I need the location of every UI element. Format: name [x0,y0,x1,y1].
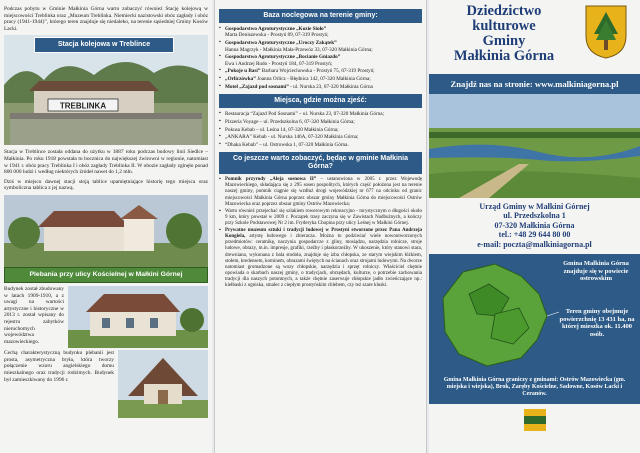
web-banner-text: Znajdź nas na stronie: www.malkiniagorna.pl [450,79,619,89]
office-street: ul. Przedszkolna 1 [503,211,566,221]
office-name: Urząd Gminy w Małkini Górnej [479,202,590,211]
map-caption-2: Teren gminy obejmuje powierzchnię 13 431 ha, na której mieszka ok. 11.400 osób. [559,308,635,338]
list-item: ▪ Gospodarstwo Agroturystyczne „Bocianie Gniazdo” Ewa i Andrzej Rudo - Prostyń 184, 07-319 Prostyń; [219,54,422,67]
food-header: Miejsca, gdzie można zjeść: [219,94,422,108]
list-item: ▪ Motel „Zajazd pod sosnami” - ul. Nurska 23, 07-320 Małkinia Górna [219,84,422,90]
sights-header: Co jeszcze warto zobaczyć, będąc w gminie Małkinia Górna? [219,152,422,174]
station-text-2: Dziś w miejscu dawnej stacji stoją tablice upamiętniające historię tego miejsca oraz symboliczna tablica z jej nazwą. [4,178,208,192]
list-item: ▪ Prywatne muzeum sztuki i tradycji ludowej w Prostyni stworzone przez Pana Andrzeja Kongiela, artystę ludowego i zbieracza. Można tu podziwiać wiele nowoutworzonych przedmiotów: ceramikę, naczynia gospodarcze z gliny, mosiądzu, narzędzia rolnicze, stroje ludowe, obrazy, m.in. impresje, grafiki, rzeźby i płaskorzeźby. W ukoszenie, który stanowi stara, drewniana, wykonana z bala stodoła, znajduje się izba chłopska, ze starym wiejskim łóżkiem, stołem, kredensem, kominem, obrazami świętych na ścianach oraz strojami ludowymi. Na dworze natomiast gromadzone są wozy chłopskie, narzędzia i sprzęt rolniczy. Właściciel chętnie opowiada o skarbach naszej gminy, o tradycjach, obrzędach, kulturze, o potrzebie zachowania tradycji dla naszych potomnych, a także chętnie zaserwuje chłopskie jadło zwieńczające np.: kiełbaski z ogniska, smalec z ciepłym prostyńskim chlebem, czy też szare kluski. [219,228,422,288]
list-item: ▪ Warto również przejechać się szlakiem rowerowym rekreacyjno - turystycznym o długości około 9 km, który powstał w 2009 r. Początek trasy zaczyna się w Zawistach Nadbużnych, a kończy przy Szkole Podstawowej Nr 2 im. Fryderyka Chopina przy ulicy Leśnej w Małkini Górnej. [219,209,422,227]
parish-header: Plebania przy ulicy Kościelnej w Małkini Górnej [4,267,208,283]
accommodation-list [219,26,422,90]
parish-text-2: Cechą charakterystyczną budynku plebanii jest prosta, asymetryczna bryła, która tworzy połączenie wzoru angielskiego domu mieszkalnego oraz tradycji rodzimych. Budynek był zamieszkiwany do 1996 r. [4,350,114,383]
office-city: 07-320 Małkinia Górna [494,220,575,230]
list-item: ▪ Pokusa Kebab – ul. Leśna 14, 07-320 Małkinia Górna; [219,127,422,133]
title-line-2: kulturowe [472,18,536,34]
station-text-1: Stacja w Treblince została oddana do użytku w 1887 roku podczas budowy linii Siedlce – Małkinia. Po roku 1918 powstała tu bocznica do największej żwirowni w regionie, natomiast w 1941 r. obóz pracy Treblinka I i obóz zagłady Treblinka II. W obozie zagłady zginęło ponad 800 000 ludzi i według niektórych źródeł nawet do 1,2 mln. [4,149,208,176]
web-banner [429,74,640,94]
station-photo [4,35,208,145]
list-item: ▪ Gospodarstwo Agroturystyczne „Kozie Sioło” Marta Deniszewska - Prostyń 89, 07-319 Prostyń; [219,26,422,39]
title-line-1: Dziedzictwo [466,3,542,19]
list-item: ▪ „Orliczówka” Joanna Orlicz - Błędnica 142, 07-320 Małkinia Górna; [219,76,422,82]
borders-box [429,372,640,404]
list-item: ▪ Pizzeria Voyage – ul. Przedszkolna 6, 07-320 Małkinia Górna; [219,119,422,125]
chapel-photo [118,350,208,418]
office-phone: tel.: +48 29 644 80 00 [498,230,571,240]
coat-of-arms-icon [584,4,628,60]
title-line-3: Gminy [482,33,526,49]
parish-text-1: Budynek został zbudowany w latach 1909-1910, a z uwagi na wartości artystyczne i historyczne w 2013 r. został wpisany do rejestru zabytków nieruchomych województwa mazowieckiego. [4,285,64,345]
list-item: ▪ Gospodarstwo Agroturystyczne „Uroczy Zakątek” Hanna Magrzyk - Małkinia Mała-Przewóz 33, 07-320 Małkinia Górna; [219,40,422,53]
list-item: ▪ “Dhaka Kebab” – ul. Ostrowska 1, 07-320 Małkinia Górna. [219,142,422,148]
map-section [429,254,640,372]
station-sign-text: TREBLINKA [59,101,107,111]
flag-icon [524,409,546,431]
title-line-4: Małkinia Górna [453,48,555,64]
intro-text: Podczas pobytu w Gminie Małkinia Górna warto zobaczyć również Stację kolejową w miejscowości Treblinka oraz „Muzeum Treblinka. Niemiecki nazistowski obóz zagłady i obóz pracy (1941-1944)”, którego teren znajduje się niedaleko, na terenie sąsiedniej Gminy Kosów Lacki. [4,6,208,32]
parish-house-illustration [68,286,208,348]
chapel-illustration [118,350,208,418]
parish-photo [68,286,208,348]
sights-list [219,177,422,288]
list-item: ▪ Pomnik przyrody „Aleja sosnowa II” – ustanowiona w 2005 r. przez Wojewodę Mazowieckiego, składająca się z 295 sosen pospolitych, których część położona jest na terenie naszej gminy, pomnik ciągnie się wzdłuż drogi wojewódzkiej nr 677 na odcinku od granic miejscowości Małkinia Górna poprzez obszar gminy Małkinia Górna do miejscowości Ostrów Mazowiecka oraz poprzez obszar gminy Ostrów Mazowiecka; [219,177,422,207]
office-email: e-mail: poczta@malkiniagorna.pl [477,239,592,249]
list-item: ▪ Restauracja “Zajazd Pod Sosnami” – ul. Nurska 23, 07-320 Małkinia Górna; [219,111,422,117]
landscape-photo [429,94,640,198]
borders-text: Gmina Małkinia Górna graniczy z gminami: Ostrów Mazowiecka (gm. miejska i wiejska), Brok, Zaręby Kościelne, Sadowne, Kosów Lacki i Ceranów. [443,377,626,398]
list-item: ▪ „Pokoje u Basi” Barbara Wojciechowska - Prostyń 75, 07-319 Prostyń; [219,68,422,74]
station-header: Stacja kolejowa w Treblince [34,37,174,53]
food-list [219,111,422,148]
list-item: ▪ „ANKARA” Kebab - ul. Nurska 146A, 07-320 Małkinia Górna; [219,134,422,140]
accommodation-header: Baza noclegowa na terenie gminy: [219,9,422,23]
left-panel [0,0,212,453]
map-caption-1: Gmina Małkinia Górna znajduje się w powiecie ostrowskim [563,260,629,283]
middle-panel [214,0,427,453]
right-panel [429,0,640,453]
